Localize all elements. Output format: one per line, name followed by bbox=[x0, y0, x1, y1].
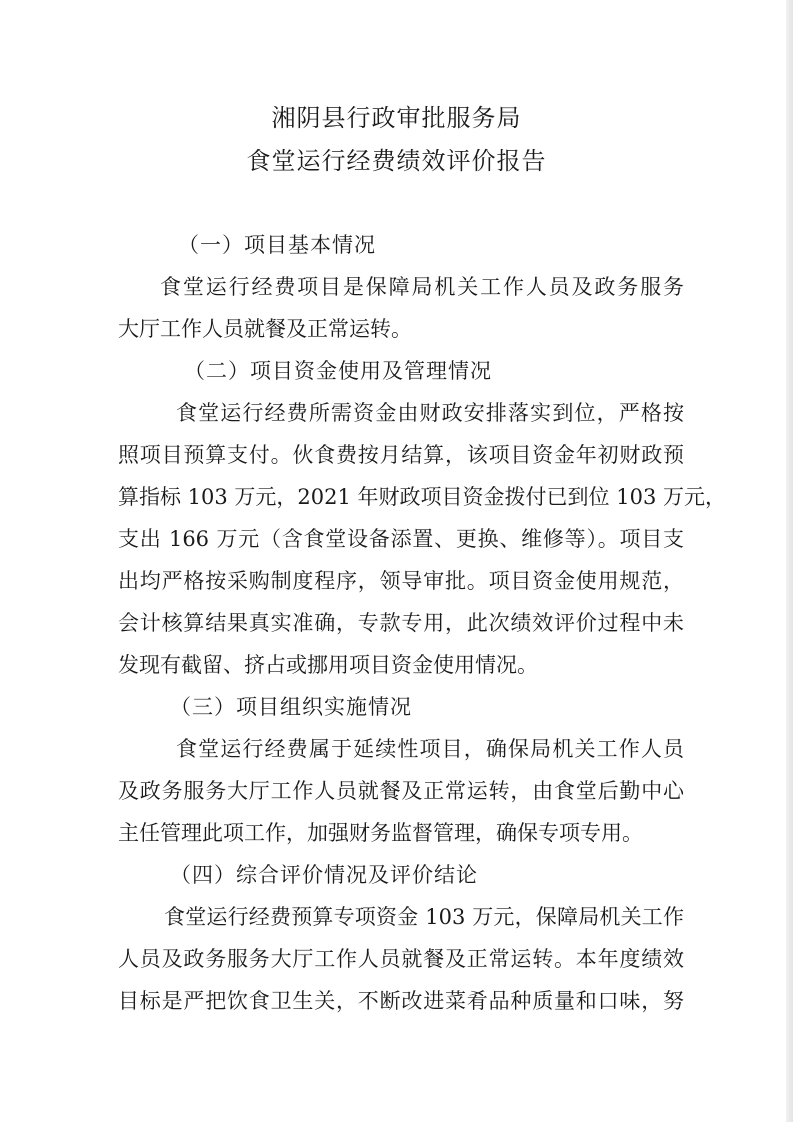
section-heading-2: （二）项目资金使用及管理情况 bbox=[184, 359, 492, 383]
paragraph-line: 食堂运行经费属于延续性项目，确保局机关工作人员 bbox=[176, 737, 684, 761]
section-heading-3: （三）项目组织实施情况 bbox=[170, 695, 412, 719]
paragraph-line: 算指标 103 万元，2021 年财政项目资金拨付已到位 103 万元， bbox=[118, 485, 726, 509]
paragraph-line: 照项目预算支付。伙食费按月结算，该项目资金年初财政预 bbox=[118, 443, 684, 467]
paragraph-line: 及政务服务大厅工作人员就餐及正常运转，由食堂后勤中心 bbox=[118, 779, 684, 803]
paragraph-line: 支出 166 万元（含食堂设备添置、更换、维修等）。项目支 bbox=[118, 527, 684, 551]
document-title-line-1: 湘阴县行政审批服务局 bbox=[271, 104, 522, 132]
paragraph-line: 食堂运行经费预算专项资金 103 万元，保障局机关工作 bbox=[164, 905, 684, 929]
section-heading-4: （四）综合评价情况及评价结论 bbox=[170, 863, 478, 887]
paragraph-line: 目标是严把饮食卫生关，不断改进菜肴品种质量和口味，努 bbox=[118, 989, 684, 1013]
paragraph-line: 食堂运行经费所需资金由财政安排落实到位，严格按 bbox=[176, 401, 684, 425]
paragraph-line: 大厅工作人员就餐及正常运转。 bbox=[118, 317, 412, 341]
paragraph-line: 出均严格按采购制度程序，领导审批。项目资金使用规范， bbox=[118, 569, 684, 593]
paragraph-line: 主任管理此项工作，加强财务监督管理，确保专项专用。 bbox=[118, 821, 643, 845]
paragraph-line: 会计核算结果真实准确，专款专用，此次绩效评价过程中未 bbox=[118, 611, 684, 635]
document-title-line-2: 食堂运行经费绩效评价报告 bbox=[246, 147, 547, 175]
paragraph-line: 食堂运行经费项目是保障局机关工作人员及政务服务 bbox=[160, 275, 684, 299]
paragraph-line: 人员及政务服务大厅工作人员就餐及正常运转。本年度绩效 bbox=[118, 947, 684, 971]
paragraph-line: 发现有截留、挤占或挪用项目资金使用情况。 bbox=[118, 653, 538, 677]
section-heading-1: （一）项目基本情况 bbox=[178, 233, 376, 257]
scan-edge-shadow bbox=[786, 0, 793, 1122]
